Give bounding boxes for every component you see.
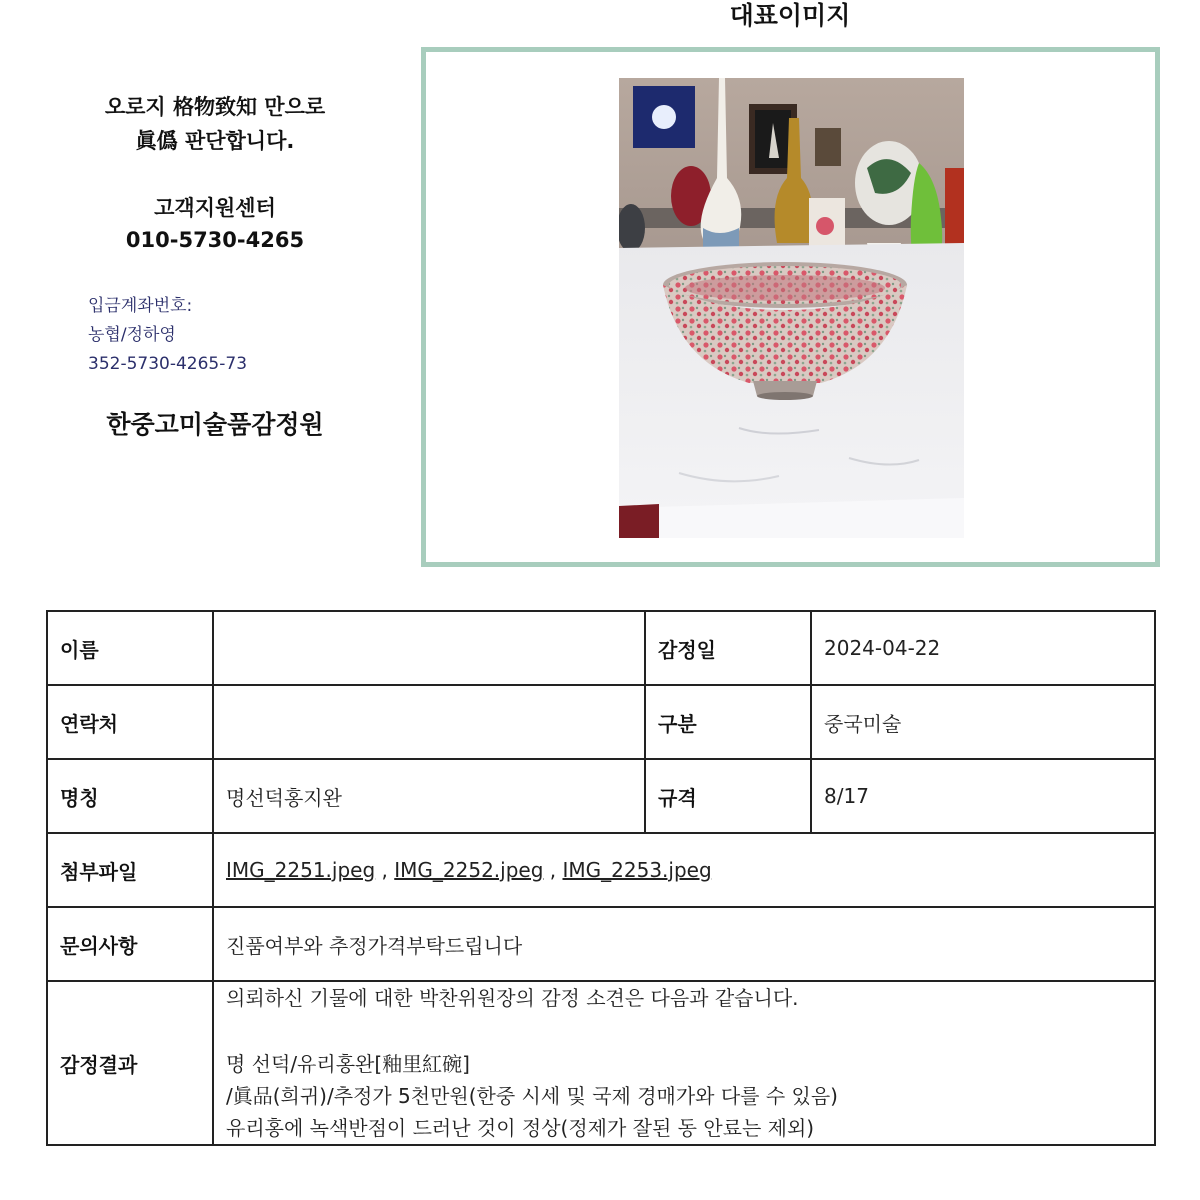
contact-label: 연락처: [47, 685, 213, 759]
result-line-3: 유리홍에 녹색반점이 드러난 것이 정상(정제가 잘된 동 안료는 제외): [226, 1116, 815, 1140]
date-label: 감정일: [645, 611, 811, 685]
bank-name: 농협/정하영: [88, 325, 176, 345]
item-value: 명선덕홍지완: [213, 759, 645, 833]
company-name: 한중고미술품감정원: [106, 410, 324, 439]
category-value: 중국미술: [811, 685, 1155, 759]
date-value: 2024-04-22: [811, 611, 1155, 685]
name-label: 이름: [47, 611, 213, 685]
bank-label: 입금계좌번호:: [88, 296, 193, 316]
attachment-list: [213, 833, 1155, 907]
result-label: 감정결과: [47, 981, 213, 1145]
item-label: 명칭: [47, 759, 213, 833]
result-line-2: /眞品(희귀)/추정가 5천만원(한중 시세 및 국제 경매가와 다를 수 있음): [226, 1084, 838, 1108]
support-title: 고객지원센터: [154, 196, 276, 220]
table-row: [47, 981, 1155, 1145]
result-spacer: [226, 1014, 1142, 1048]
slogan-line-1: 오로지 格物致知 만으로: [104, 95, 326, 119]
bank-account: 352-5730-4265-73: [88, 354, 248, 374]
support-block: [40, 192, 390, 256]
slogan-line-2: 眞僞 판단합니다.: [135, 129, 295, 153]
inquiry-label: 문의사항: [47, 907, 213, 981]
porcelain-bowl-photo: [619, 78, 964, 538]
bank-block: [88, 292, 390, 379]
representative-image-title: 대표이미지: [729, 1, 851, 30]
result-line-1: 명 선덕/유리홍완[釉里紅碗]: [226, 1052, 470, 1076]
contact-value: [213, 685, 645, 759]
table-row: [47, 907, 1155, 981]
attachment-separator: ,: [549, 858, 557, 882]
attachment-link-1[interactable]: IMG_2251.jpeg: [226, 858, 376, 882]
attachment-separator: ,: [381, 858, 388, 882]
table-row: [47, 833, 1155, 907]
result-intro: 의뢰하신 기물에 대한 박찬위원장의 감정 소견은 다음과 같습니다.: [226, 986, 799, 1010]
left-info-panel: [40, 90, 390, 441]
spec-label: 규격: [645, 759, 811, 833]
table-row: [47, 685, 1155, 759]
spec-value: 8/17: [811, 759, 1155, 833]
attachment-link-3[interactable]: IMG_2253.jpeg: [562, 858, 712, 882]
attachment-label: 첨부파일: [47, 833, 213, 907]
support-phone: 010-5730-4265: [125, 228, 305, 252]
representative-image-frame: [421, 47, 1160, 567]
attachment-link-2[interactable]: IMG_2252.jpeg: [394, 858, 544, 882]
appraisal-table: [46, 610, 1156, 1146]
name-value: [213, 611, 645, 685]
table-row: [47, 611, 1155, 685]
representative-photo[interactable]: [619, 78, 964, 538]
inquiry-value: 진품여부와 추정가격부탁드립니다: [213, 907, 1155, 981]
category-label: 구분: [645, 685, 811, 759]
result-value: [213, 981, 1155, 1145]
table-row: [47, 759, 1155, 833]
